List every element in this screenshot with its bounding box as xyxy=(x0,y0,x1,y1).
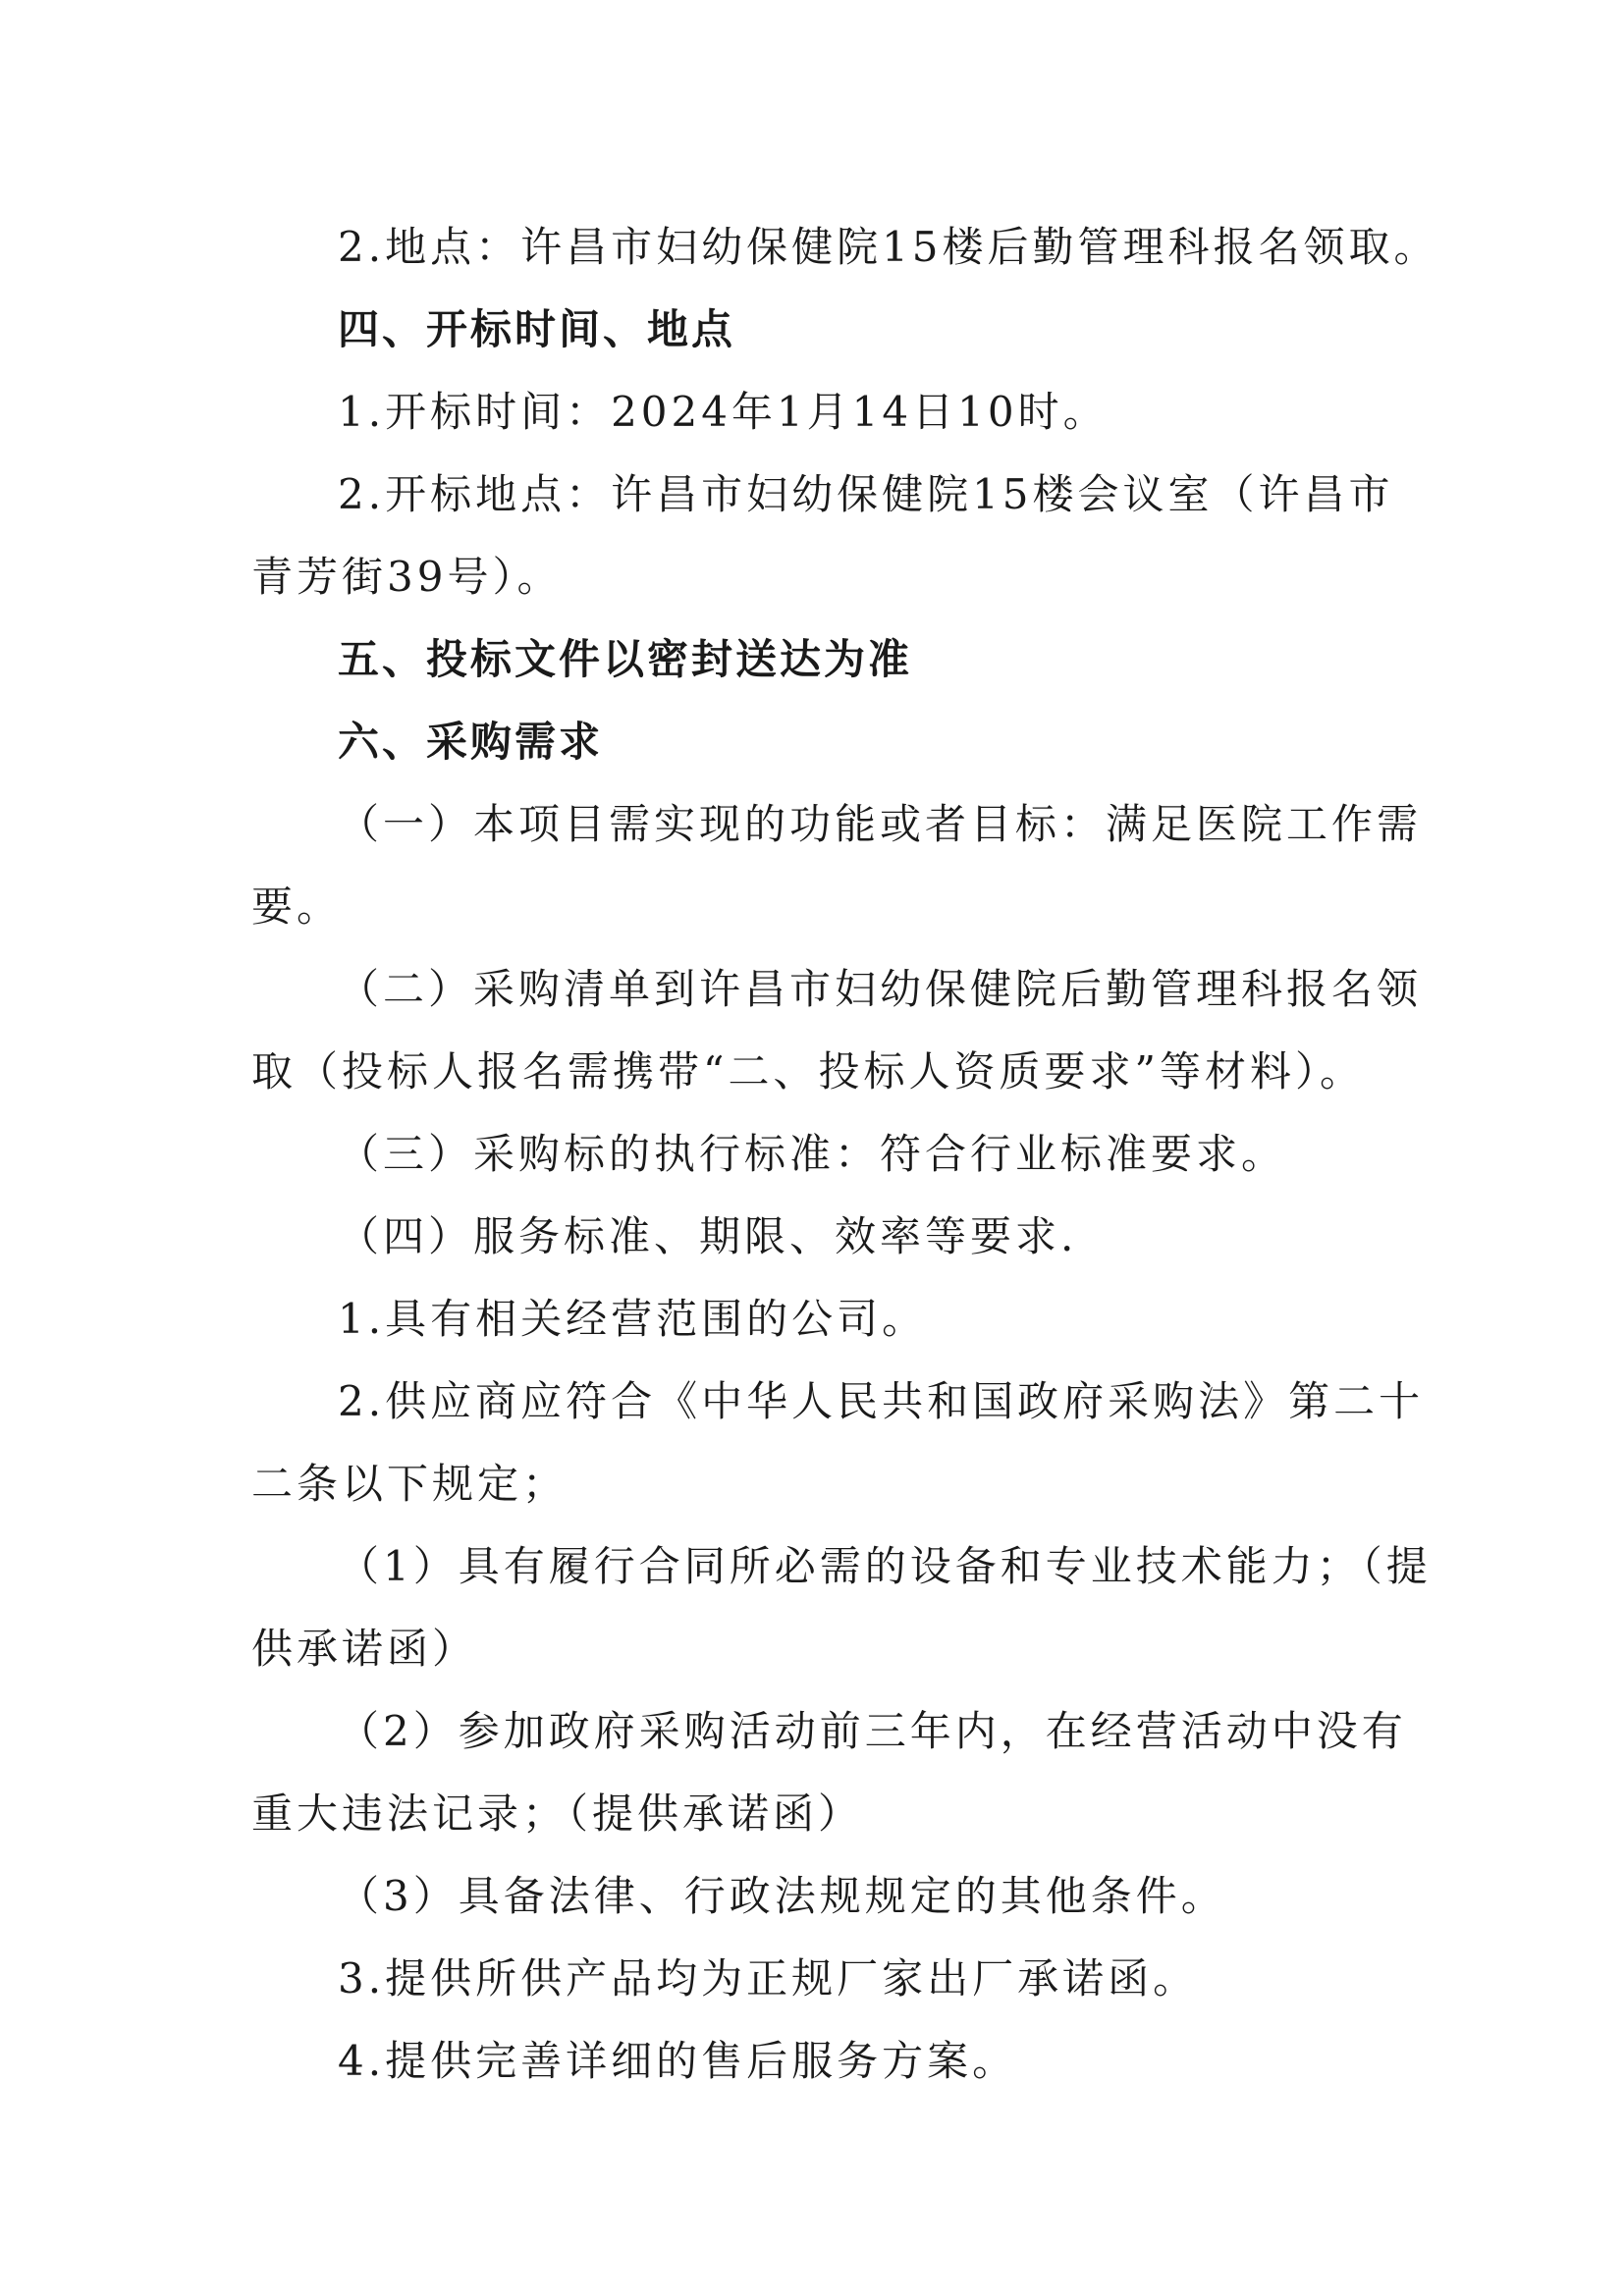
section-heading: 五、投标文件以密封送达为准 xyxy=(338,635,913,683)
paragraph-line: 供承诺函） xyxy=(251,1625,478,1673)
paragraph-line: 3.提供所供产品均为正规厂家出厂承诺函。 xyxy=(338,1954,1199,2002)
paragraph-line: 二条以下规定； xyxy=(251,1460,568,1508)
paragraph-line: （一）本项目需实现的功能或者目标：满足医院工作需 xyxy=(338,800,1423,848)
paragraph-line: （四）服务标准、期限、效率等要求. xyxy=(338,1212,1078,1260)
paragraph-line: 青芳街39号）。 xyxy=(251,553,563,601)
paragraph-line: （三）采购标的执行标准：符合行业标准要求。 xyxy=(338,1130,1287,1178)
paragraph-line: 2.供应商应符合《中华人民共和国政府采购法》第二十 xyxy=(338,1377,1425,1425)
paragraph-line: 要。 xyxy=(251,882,343,931)
paragraph-line: 重大违法记录；（提供承诺函） xyxy=(251,1789,864,1838)
paragraph-line: 4.提供完善详细的售后服务方案。 xyxy=(338,2037,1018,2085)
paragraph-line: 取（投标人报名需携带“二、投标人资质要求”等材料）。 xyxy=(251,1047,1365,1095)
document-body xyxy=(251,206,1439,2103)
paragraph-line: 1.具有相关经营范围的公司。 xyxy=(338,1295,928,1343)
paragraph-line: 2.地点：许昌市妇幼保健院15楼后勤管理科报名领取。 xyxy=(338,223,1439,271)
paragraph-line: 2.开标地点：许昌市妇幼保健院15楼会议室（许昌市 xyxy=(338,470,1394,518)
paragraph-line: （二）采购清单到许昌市妇幼保健院后勤管理科报名领 xyxy=(338,965,1423,1013)
paragraph-line: 1.开标时间：2024年1月14日10时。 xyxy=(338,388,1109,436)
section-heading: 六、采购需求 xyxy=(338,718,604,766)
section-heading: 四、开标时间、地点 xyxy=(338,305,736,353)
paragraph-line: （1）具有履行合同所必需的设备和专业技术能力；（提 xyxy=(338,1542,1432,1590)
paragraph-line: （3）具备法律、行政法规规定的其他条件。 xyxy=(338,1872,1226,1920)
paragraph-line: （2）参加政府采购活动前三年内，在经营活动中没有 xyxy=(338,1707,1407,1755)
